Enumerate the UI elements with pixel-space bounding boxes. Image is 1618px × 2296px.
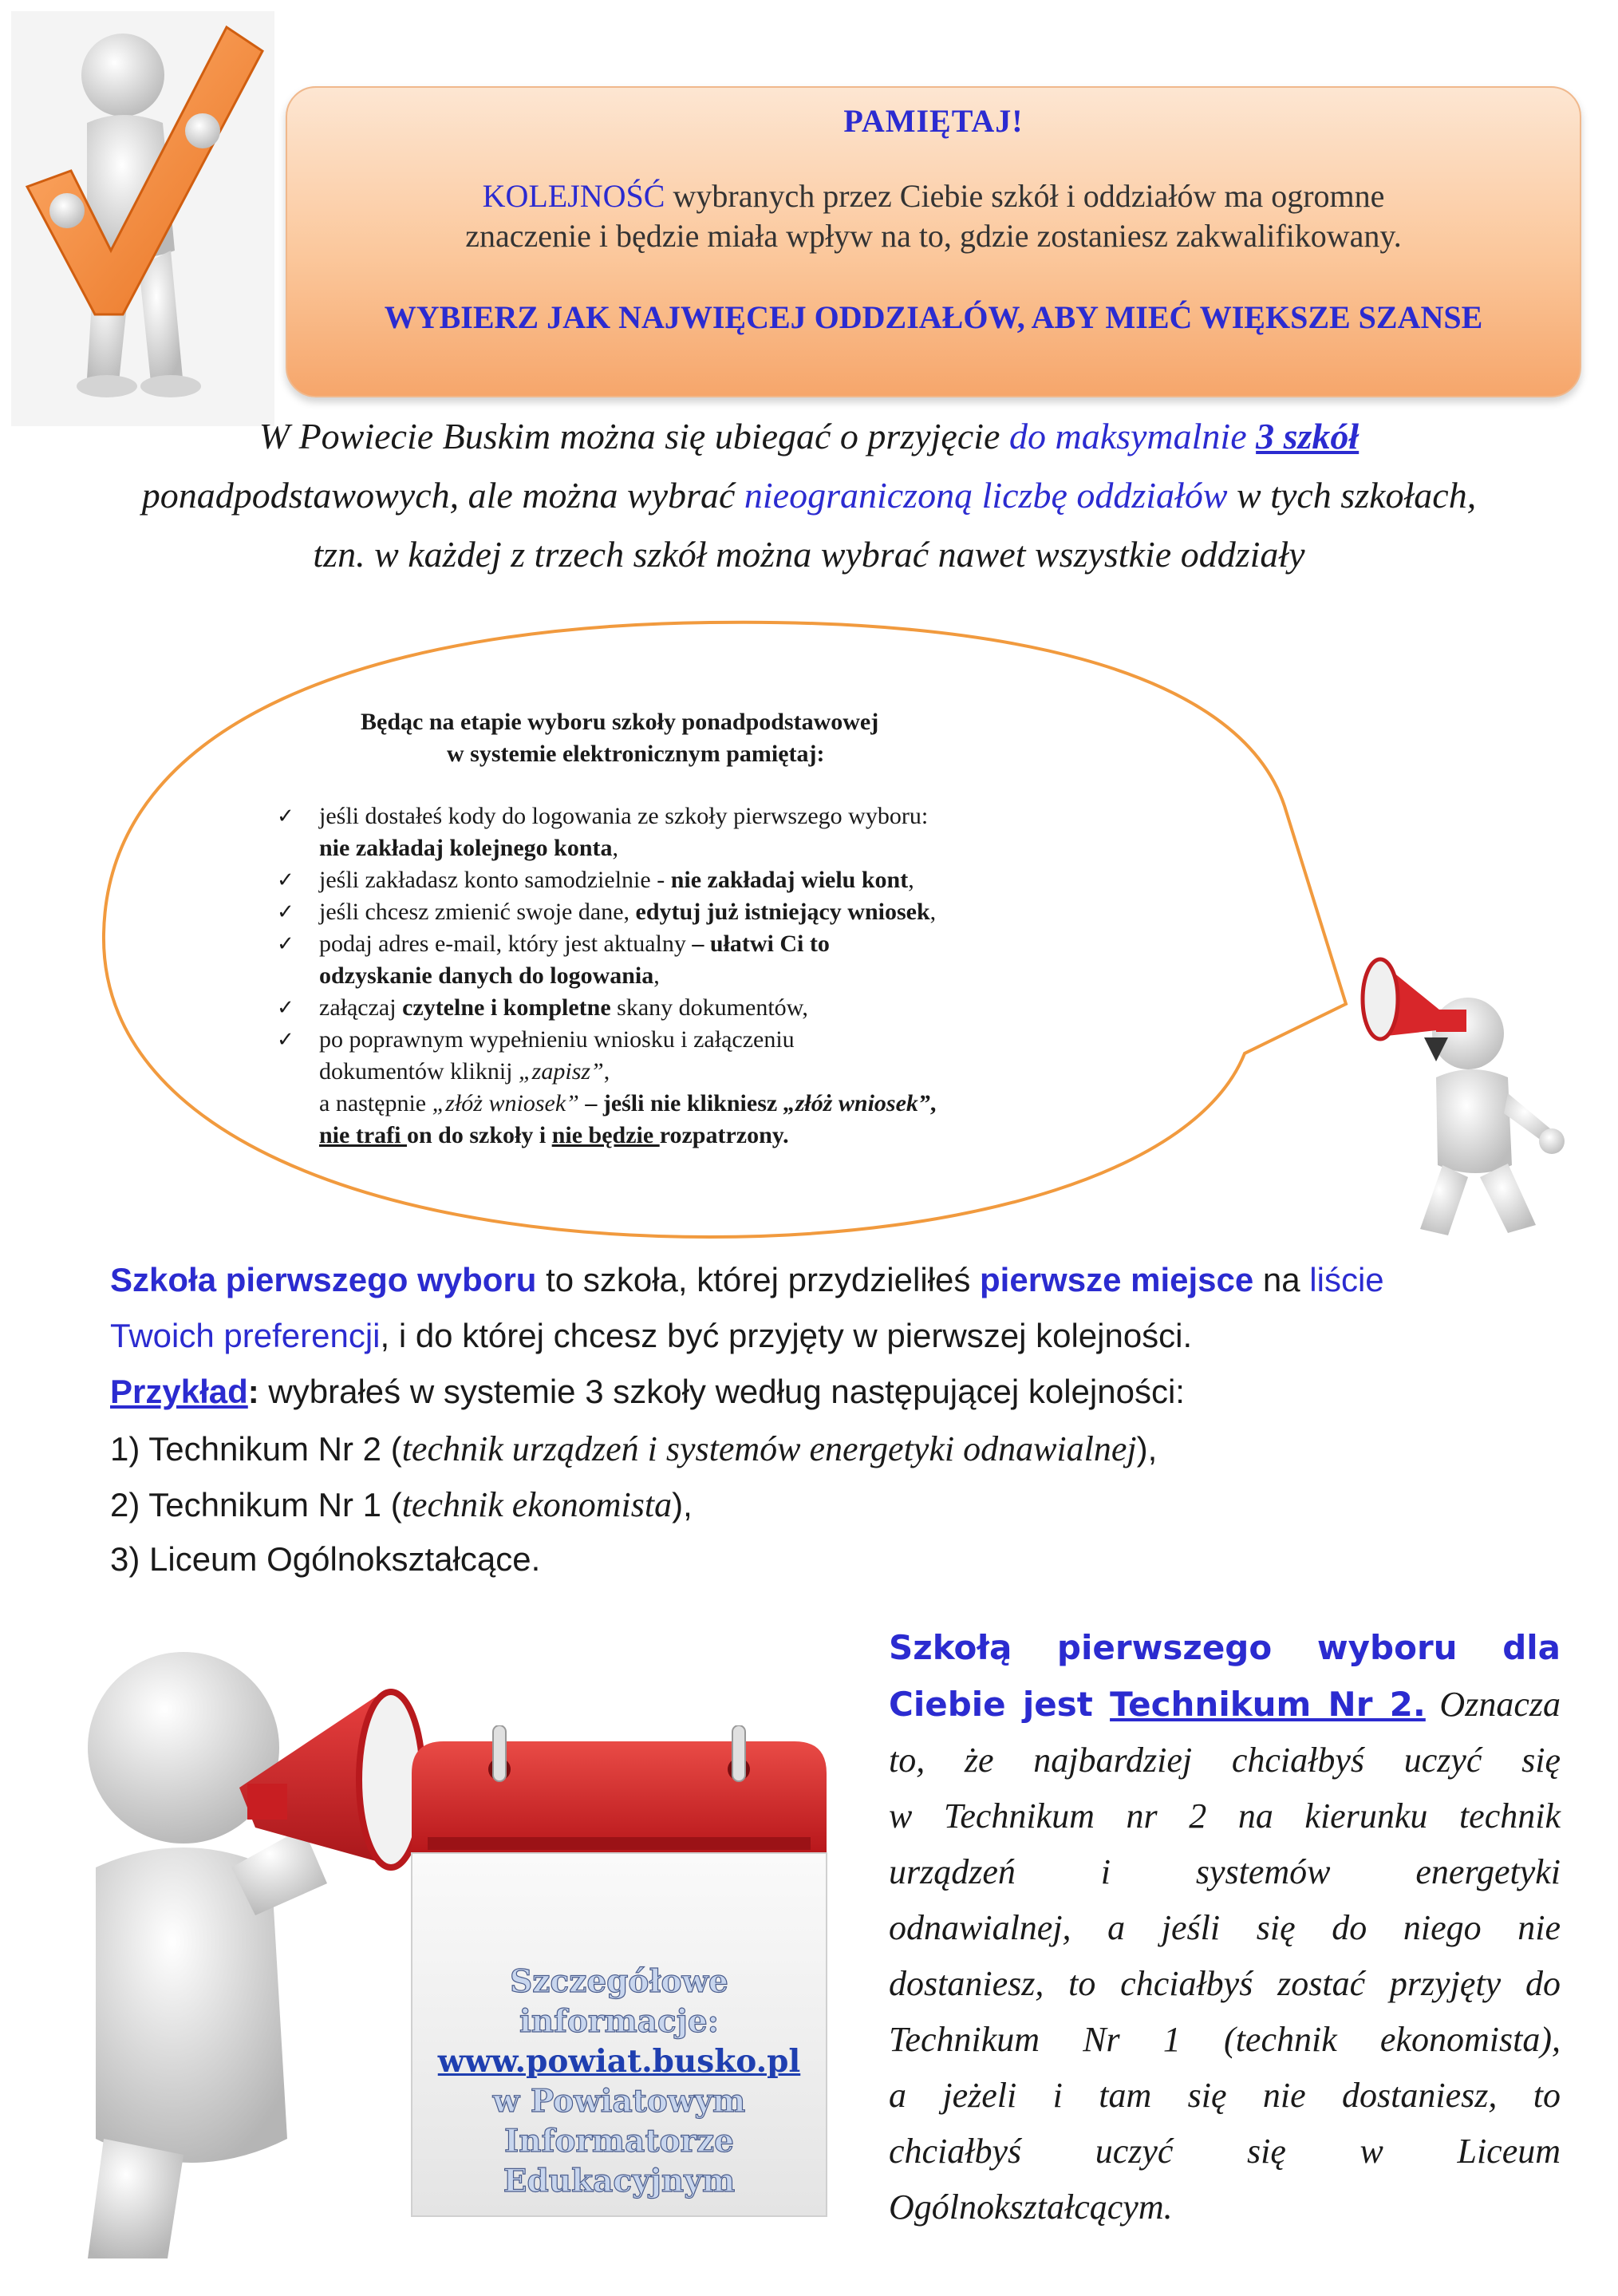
check-icon: ✓	[277, 996, 294, 1020]
explanation-line-1: Szkoła pierwszego wyboru to szkoła, której przydzieliłeś pierwsze miejsce na liście	[110, 1261, 1384, 1298]
explanation-line-3: Przykład: wybrałeś w systemie 3 szkoły według następującej kolejności:	[110, 1373, 1185, 1410]
first-choice-school-term: Szkoła pierwszego wyboru	[110, 1261, 537, 1298]
bubble-item-2: jeśli zakładasz konto samodzielnie - nie zakładaj wielu kont,	[319, 867, 914, 893]
bubble-item-6-cont-1: dokumentów kliknij „zapisz”,	[319, 1058, 610, 1085]
reminder-body-line-1: KOLEJNOŚĆ wybranych przez Ciebie szkół i oddziałów ma ogromne	[482, 178, 1385, 214]
example-choice-3: 3) Liceum Ogólnokształcące.	[110, 1540, 541, 1578]
bubble-item-5: załączaj czytelne i kompletne skany dokumentów,	[319, 994, 808, 1021]
calendar-text-line-1: Szczegółowe	[510, 1963, 728, 2000]
check-icon: ✓	[277, 1028, 294, 1052]
calendar-text-line-5: Informatorze	[503, 2123, 734, 2160]
bubble-item-1: jeśli dostałeś kody do logowania ze szkoły pierwszego wyboru:	[319, 803, 929, 829]
check-icon: ✓	[277, 804, 294, 828]
megaphone-figure-illustration	[1348, 950, 1588, 1245]
intro-line-2: ponadpodstawowych, ale można wybrać nieograniczoną liczbę oddziałów w tych szkołach,	[141, 475, 1477, 516]
check-icon: ✓	[277, 868, 294, 892]
bubble-item-1-cont: nie zakładaj kolejnego konta,	[319, 835, 619, 861]
info-calendar	[404, 1725, 835, 2228]
calendar-text-line-4: w Powiatowym	[492, 2083, 746, 2120]
calendar-text-line-6: Edukacyjnym	[503, 2163, 736, 2199]
calendar-text-line-2: informacje:	[519, 2003, 720, 2040]
first-choice-school-name: Technikum Nr 2.	[1110, 1685, 1426, 1724]
bubble-heading-2: w systemie elektronicznym pamiętaj:	[447, 741, 825, 767]
reminder-keyword: KOLEJNOŚĆ	[482, 178, 665, 214]
conclusion-line-9: a jeżeli i tam się nie dostaniesz, to	[889, 2076, 1561, 2115]
conclusion-line-8: Technikum Nr 1 (technik ekonomista),	[889, 2020, 1561, 2059]
conclusion-line-7: dostaniesz, to chciałbyś zostać przyjęty do	[889, 1964, 1561, 2003]
unlimited-classes-highlight: nieograniczoną liczbę oddziałów	[744, 475, 1228, 516]
conclusion-line-4: w Technikum nr 2 na kierunku technik	[889, 1796, 1561, 1836]
bubble-item-4-cont: odzyskanie danych do logowania,	[319, 962, 660, 989]
conclusion-line-11: Ogólnokształcącym.	[889, 2187, 1173, 2227]
example-choice-1: 1) Technikum Nr 2 (technik urządzeń i systemów energetyki odnawialnej),	[110, 1429, 1158, 1468]
max-schools-highlight: 3 szkół	[1256, 416, 1360, 456]
conclusion-line-10: chciałbyś uczyć się w Liceum	[889, 2132, 1561, 2171]
example-label: Przykład	[110, 1373, 248, 1410]
reminder-title: PAMIĘTAJ!	[843, 103, 1024, 139]
bubble-item-3: jeśli chcesz zmienić swoje dane, edytuj już istniejący wniosek,	[319, 899, 937, 925]
bubble-item-4: podaj adres e-mail, który jest aktualny – ułatwi Ci to	[319, 931, 830, 957]
conclusion-line-3: to, że najbardziej chciałbyś uczyć się	[889, 1741, 1561, 1780]
check-icon: ✓	[277, 932, 294, 956]
bubble-item-6-cont-3: nie trafi on do szkoły i nie będzie rozpatrzony.	[319, 1122, 789, 1148]
intro-line-3: tzn. w każdej z trzech szkół można wybrać nawet wszystkie oddziały	[313, 534, 1305, 575]
intro-line-1: W Powiecie Buskim można się ubiegać o przyjęcie do maksymalnie 3 szkół	[258, 416, 1360, 456]
conclusion-line-6: odnawialnej, a jeśli się do niego nie	[889, 1908, 1561, 1947]
reminder-body-line-2: znaczenie i będzie miała wpływ na to, gdzie zostaniesz zakwalifikowany.	[465, 218, 1402, 254]
reminder-call-to-action: WYBIERZ JAK NAJWIĘCEJ ODDZIAŁÓW, ABY MIEĆ WIĘKSZE SZANSE	[384, 299, 1483, 335]
conclusion-line-2: Ciebie jest Technikum Nr 2. Oznacza	[889, 1685, 1561, 1724]
conclusion-line-5: urządzeń i systemów energetyki	[889, 1852, 1561, 1891]
bubble-heading-1: Będąc na etapie wyboru szkoły ponadpodstawowej	[361, 709, 879, 735]
bubble-item-6: po poprawnym wypełnieniu wniosku i załączeniu	[319, 1026, 795, 1053]
example-choice-2: 2) Technikum Nr 1 (technik ekonomista),	[110, 1485, 693, 1524]
conclusion-line-1: Szkołą pierwszego wyboru dla	[889, 1628, 1561, 1667]
website-link[interactable]: www.powiat.busko.pl	[437, 2043, 801, 2080]
bubble-item-6-cont-2: a następnie „złóż wniosek” – jeśli nie klikniesz „złóż wniosek”,	[319, 1090, 937, 1116]
check-icon: ✓	[277, 900, 294, 924]
explanation-line-2: Twoich preferencji, i do której chcesz być przyjęty w pierwszej kolejności.	[110, 1317, 1193, 1354]
